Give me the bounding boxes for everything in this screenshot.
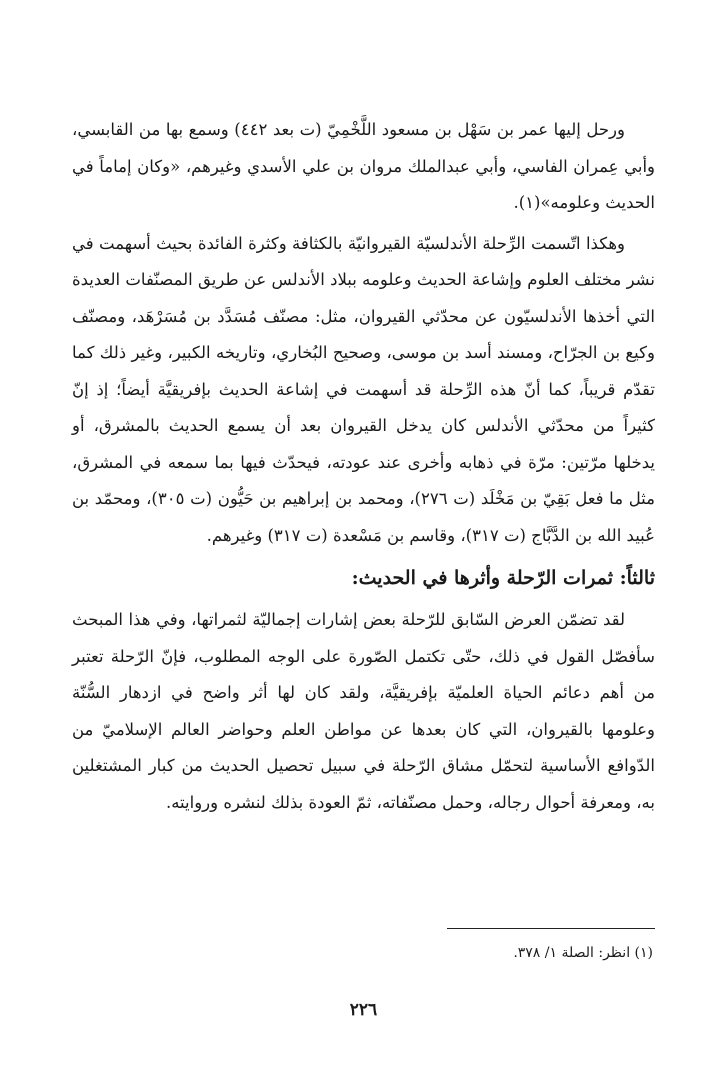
paragraph-2: وهكذا اتّسمت الرِّحلة الأندلسيّة القيروانيّة بالكثافة وكثرة الفائدة بحيث أسهمت في نشر مختلف العلوم وإشاعة الحديث وعلومه ببلاد الأندلس عن طريق المصنّفات العديدة التي أخذها الأندلسيّون عن محدّثي القيروان، مثل: مصنّف مُسَدَّد بن مُسَرْهَد، ومصنّف وكيع بن الجرّاح، ومسند أسد بن موسى، وصحيح البُخاري، وتاريخه الكبير، وغير ذلك كما تقدّم قريباً، كما أنّ هذه الرِّحلة قد أسهمت في إشاعة الحديث بإفريقيَّة أيضاً؛ إذ إنّ كثيراً من محدّثي الأندلس كان يدخل القيروان بعد أن يسمع الحديث بالمشرق، أو يدخلها مرّتين: مرّة في ذهابه وأخرى عند عودته، فيحدّث فيها بما سمعه في المشرق، مثل ما فعل بَقِيّ بن مَخْلَد (ت ٢٧٦)، ومحمد بن إبراهيم بن حَيُّون (ت ٣٠٥)، ومحمّد بن عُبيد الله بن الدَّبَّاج (ت ٣١٧)، وقاسم بن مَسْعدة (ت ٣١٧) وغيرهم. bbox=[72, 233, 656, 545]
section-heading: ثالثاً: ثمرات الرّحلة وأثرها في الحديث: bbox=[351, 567, 655, 589]
footnote: (١) انظر: الصلة ١/ ٣٧٨. bbox=[513, 945, 653, 961]
footnote-divider bbox=[447, 928, 655, 929]
page-number: ٢٢٦ bbox=[349, 1000, 378, 1020]
paragraph-3: لقد تضمّن العرض السّابق للرّحلة بعض إشارات إجماليّة لثمراتها، وفي هذا المبحث سأفصّل القول في ذلك، حتّى تكتمل الصّورة على الوجه المطلوب، فإنّ الرّحلة تعتبر من أهم دعائم الحياة العلميّة بإفريقيَّة، ولقد كان لها أثر واضح في ازدهار السُّنّة وعلومها بالقيروان، التي كان بعدها عن مواطن العلم وحواضر العالم الإسلاميّ من الدّوافع الأساسية لتحمّل مشاق الرّحلة في سبيل تحصيل الحديث من كبار المشتغلين به، ومعرفة أحوال رجاله، وحمل مصنّفاته، ثمّ العودة بذلك لنشره وروايته. bbox=[72, 610, 655, 812]
paragraph-1: ورحل إليها عمر بن سَهْل بن مسعود اللَّخْمِيّ (ت بعد ٤٤٢) وسمع بها من القابسي، وأبي عِمران الفاسي، وأبي عبدالملك مروان بن علي الأسدي وغيرهم، «وكان إماماً في الحديث وعلومه»(١). bbox=[72, 120, 655, 212]
main-text bbox=[72, 112, 655, 821]
